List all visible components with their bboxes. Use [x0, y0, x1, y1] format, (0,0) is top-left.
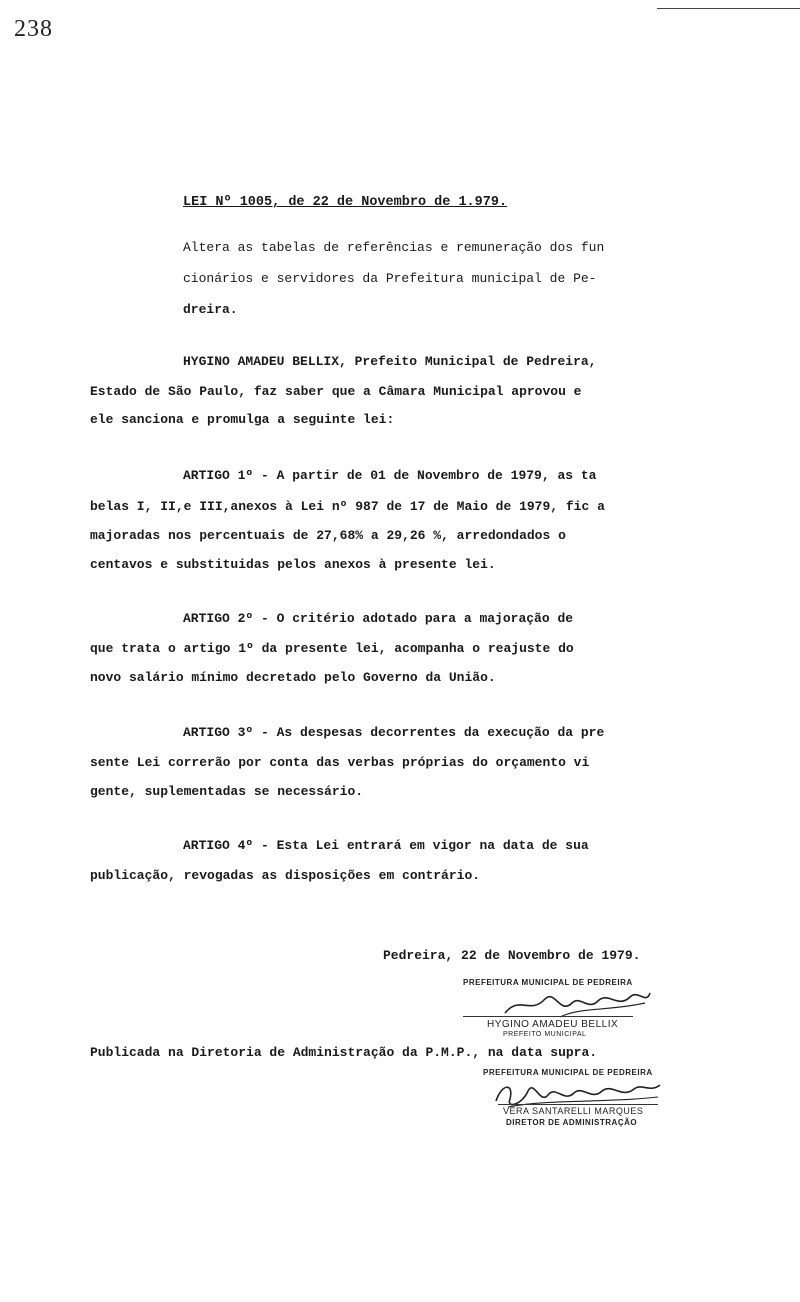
article-1-line: centavos e substituidas pelos anexos à presente lei. [90, 557, 496, 572]
law-title: LEI Nº 1005, de 22 de Novembro de 1.979. [183, 195, 508, 210]
article-1-line: belas I, II,e III,anexos à Lei nº 987 de 17 de Maio de 1979, fic a [90, 499, 605, 514]
page-number: 238 [14, 16, 53, 42]
preamble-line: ele sanciona e promulga a seguinte lei: [90, 412, 395, 427]
stamp-2-rule [498, 1104, 658, 1105]
article-3-line: ARTIGO 3º - As despesas decorrentes da execução da pre [183, 725, 605, 740]
summary-line: cionários e servidores da Prefeitura municipal de Pe- [183, 271, 597, 286]
publication-line: Publicada na Diretoria de Administração da P.M.P., na data supra. [90, 1045, 598, 1060]
article-2-line: novo salário mínimo decretado pelo Governo da União. [90, 670, 496, 685]
preamble-line: Estado de São Paulo, faz saber que a Câmara Municipal aprovou e [90, 384, 582, 399]
stamp-2-header: PREFEITURA MUNICIPAL DE PEDREIRA [483, 1068, 653, 1077]
article-3-line: sente Lei correrão por conta das verbas próprias do orçamento vi [90, 755, 590, 770]
stamp-1-role: PREFEITO MUNICIPAL [503, 1031, 587, 1038]
article-2-line: ARTIGO 2º - O critério adotado para a majoração de [183, 611, 574, 626]
article-1-line: ARTIGO 1º - A partir de 01 de Novembro de 1979, as ta [183, 468, 597, 483]
article-4-line: ARTIGO 4º - Esta Lei entrará em vigor na data de sua [183, 838, 589, 853]
stamp-1-header: PREFEITURA MUNICIPAL DE PEDREIRA [463, 978, 633, 987]
stamp-2-role: DIRETOR DE ADMINISTRAÇÃO [506, 1118, 638, 1127]
article-1-line: majoradas nos percentuais de 27,68% a 29,26 %, arredondados o [90, 528, 566, 543]
date-line: Pedreira, 22 de Novembro de 1979. [383, 948, 641, 963]
stamp-1-rule [463, 1016, 633, 1017]
corner-rule [657, 8, 800, 9]
stamp-2-name: VERA SANTARELLI MARQUES [503, 1106, 644, 1116]
article-2-line: que trata o artigo 1º da presente lei, acompanha o reajuste do [90, 641, 574, 656]
preamble-line: HYGINO AMADEU BELLIX, Prefeito Municipal de Pedreira, [183, 354, 597, 369]
article-4-line: publicação, revogadas as disposições em contrário. [90, 868, 481, 883]
summary-line: dreira. [183, 302, 238, 317]
stamp-1-name: HYGINO AMADEU BELLIX [487, 1019, 619, 1030]
article-3-line: gente, suplementadas se necessário. [90, 784, 364, 799]
summary-line: Altera as tabelas de referências e remuneração dos fun [183, 240, 605, 255]
